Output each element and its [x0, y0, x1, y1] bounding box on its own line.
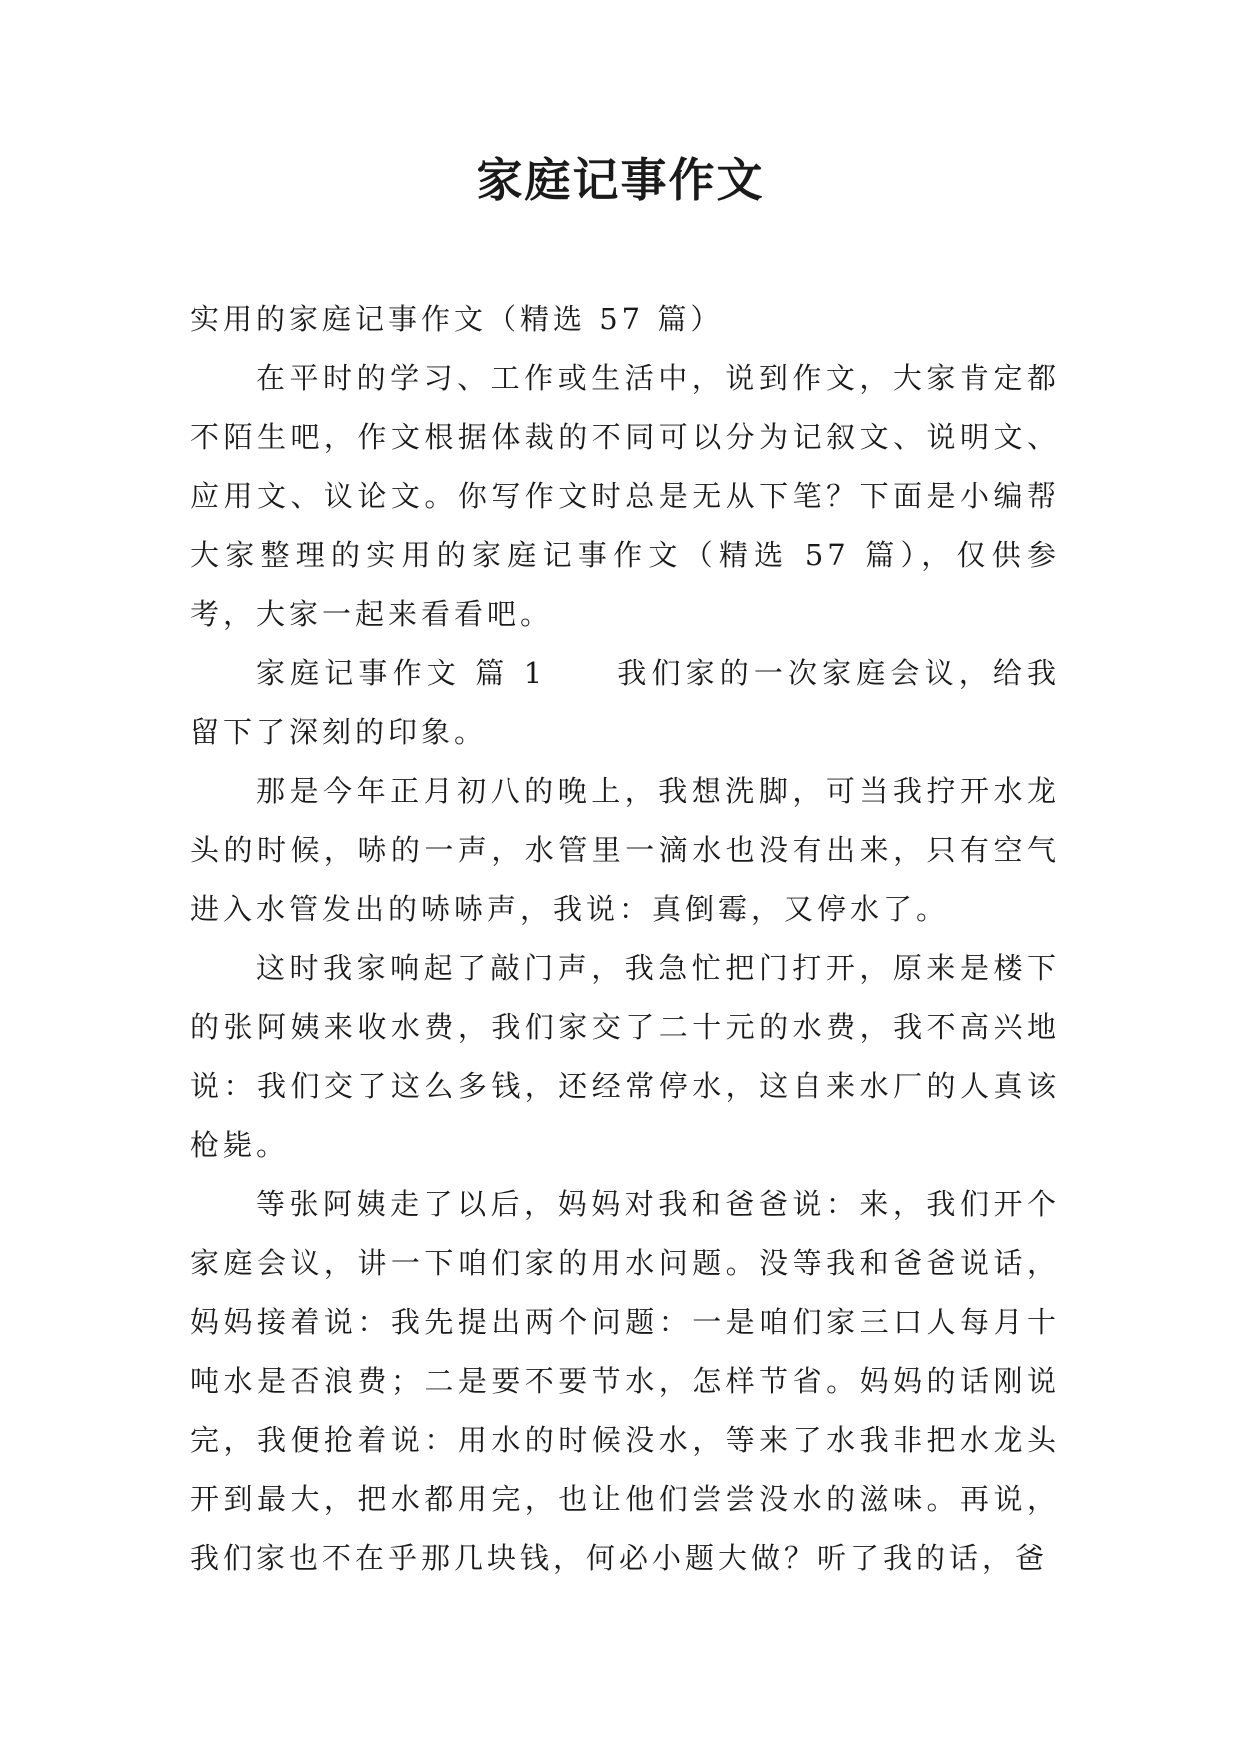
story-paragraph-2: 这时我家响起了敲门声，我急忙把门打开，原来是楼下的张阿姨来收水费，我们家交了二十元的水费，我不高兴地说：我们交了这么多钱，还经常停水，这自来水厂的人真该枪毙。 — [190, 951, 1060, 1162]
section-1-lead: 我们家的一次家庭会议，给我留下了深刻的印象。 — [190, 656, 1060, 749]
document-title: 家庭记事作文 — [476, 153, 765, 207]
document-subtitle: 实用的家庭记事作文（精选 57 篇） — [190, 302, 724, 336]
section-1-paragraph — [190, 644, 1060, 762]
intro-paragraph: 在平时的学习、工作或生活中，说到作文，大家肯定都不陌生吧，作文根据体裁的不同可以分为记叙文、说明文、应用文、议论文。你写作文时总是无从下笔？下面是小编帮大家整理的实用的家庭记事作文（精选 57 篇），仅供参考，大家一起来看看吧。 — [190, 361, 1060, 631]
document-body — [190, 290, 1060, 1588]
story-paragraph-3: 等张阿姨走了以后，妈妈对我和爸爸说：来，我们开个家庭会议，讲一下咱们家的用水问题。没等我和爸爸说话，妈妈接着说：我先提出两个问题：一是咱们家三口人每月十吨水是否浪费；二是要不要节水，怎样节省。妈妈的话刚说完，我便抢着说：用水的时候没水，等来了水我非把水龙头开到最大，把水都用完，也让他们尝尝没水的滋味。再说，我们家也不在乎那几块钱，何必小题大做？听了我的话，爸 — [190, 1187, 1060, 1575]
section-1-heading: 家庭记事作文 篇 1 — [256, 656, 547, 690]
story-paragraph-1: 那是今年正月初八的晚上，我想洗脚，可当我拧开水龙头的时候，哧的一声，水管里一滴水也没有出来，只有空气进入水管发出的哧哧声，我说：真倒霉，又停水了。 — [190, 774, 1060, 926]
